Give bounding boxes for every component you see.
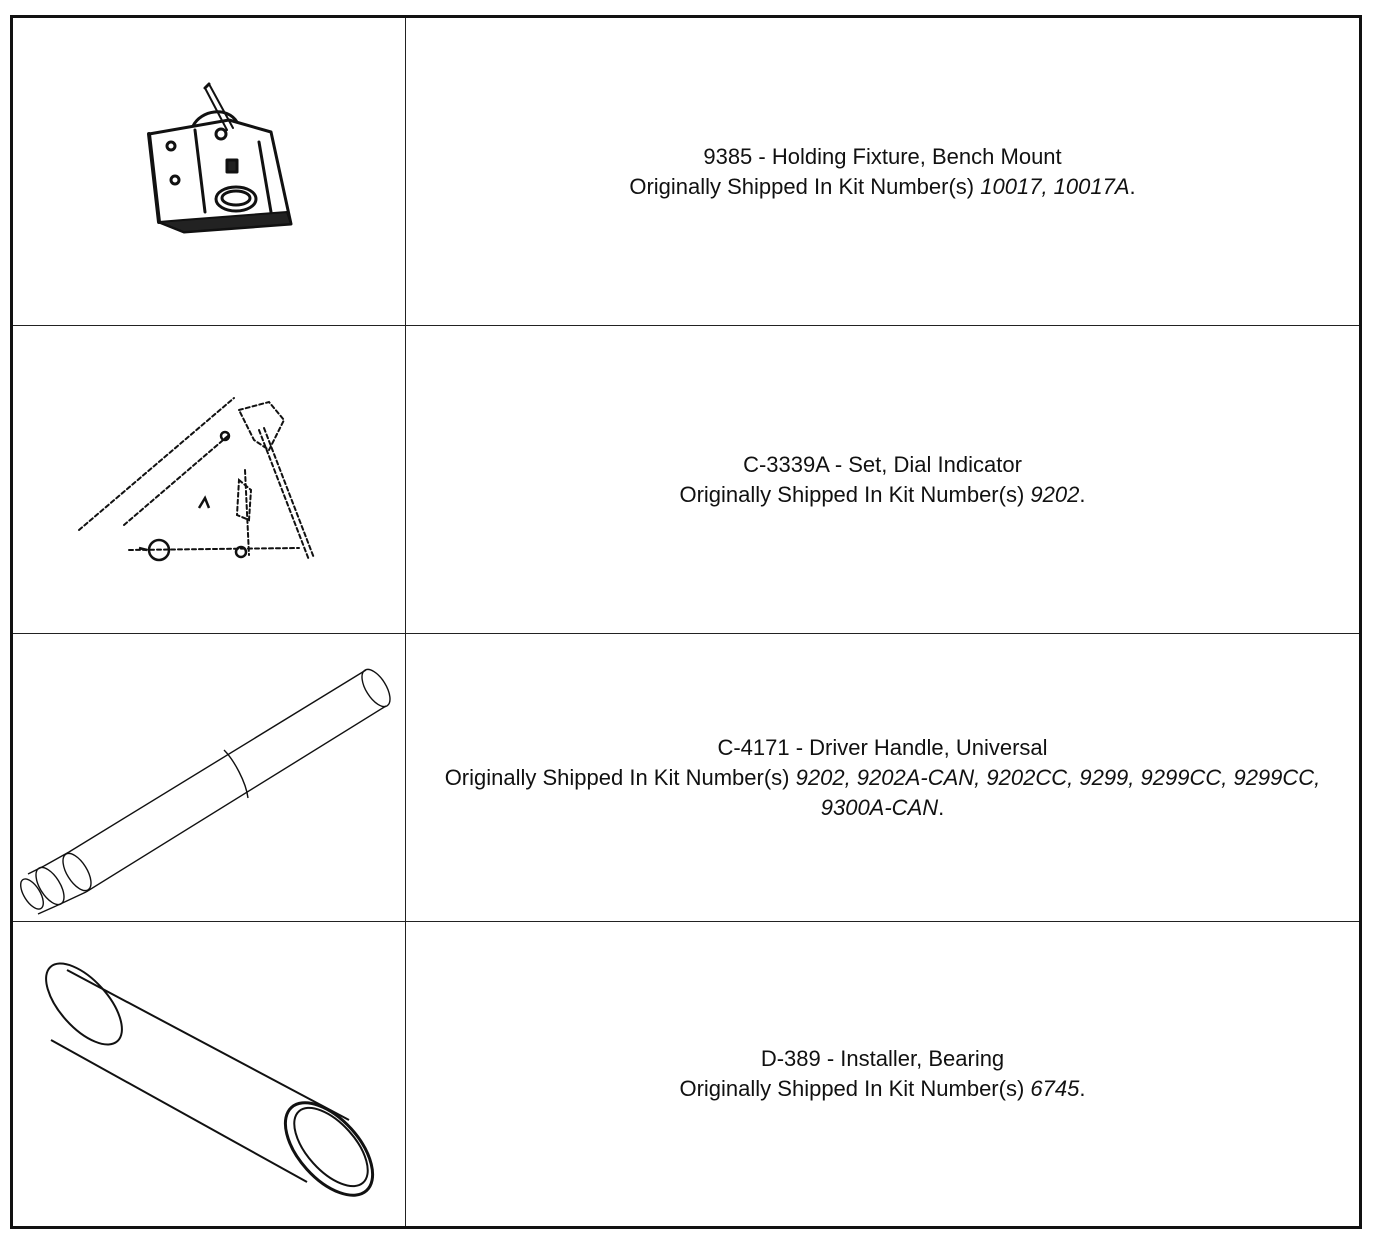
sentence-end: . [1129, 173, 1136, 199]
shipped-in-kits [679, 480, 1085, 510]
tool-description-cell [406, 326, 1359, 634]
shipped-in-kits [679, 1074, 1085, 1104]
shipped-in-kits [430, 763, 1335, 823]
sentence-end: . [938, 794, 945, 820]
tool-description-cell [406, 18, 1359, 326]
dial-indicator-set-icon [69, 380, 349, 580]
shipped-prefix: Originally Shipped In Kit Number(s) [629, 173, 975, 199]
kit-numbers: 10017, 10017A [980, 173, 1130, 199]
holding-fixture-icon [109, 72, 309, 272]
shipped-prefix: Originally Shipped In Kit Number(s) [679, 481, 1025, 507]
tool-description-cell [406, 634, 1359, 922]
kit-numbers: 9202, 9202A-CAN, 9202CC, 9299, 9299CC, 9299CC, 9300A-CAN [795, 764, 1321, 820]
tool-image-cell [13, 634, 406, 922]
tool-image-cell [13, 326, 406, 634]
tool-title: C-4171 - Driver Handle, Universal [717, 734, 1048, 760]
sentence-end: . [1079, 481, 1086, 507]
tool-title: C-3339A - Set, Dial Indicator [743, 451, 1022, 477]
kit-numbers: 9202 [1030, 481, 1080, 507]
shipped-prefix: Originally Shipped In Kit Number(s) [444, 764, 790, 790]
shipped-in-kits [629, 172, 1135, 202]
driver-handle-icon [14, 638, 404, 918]
tool-image-cell [13, 18, 406, 326]
tool-table [10, 15, 1362, 1229]
kit-numbers: 6745 [1030, 1076, 1080, 1101]
tool-description-cell [406, 922, 1359, 1226]
tool-image-cell [13, 922, 406, 1226]
bearing-installer-icon [29, 944, 389, 1204]
tool-title: 9385 - Holding Fixture, Bench Mount [703, 143, 1062, 169]
shipped-prefix: Originally Shipped In Kit Number(s) [679, 1076, 1025, 1101]
tool-title: D-389 - Installer, Bearing [760, 1046, 1005, 1071]
sentence-end: . [1079, 1076, 1086, 1101]
